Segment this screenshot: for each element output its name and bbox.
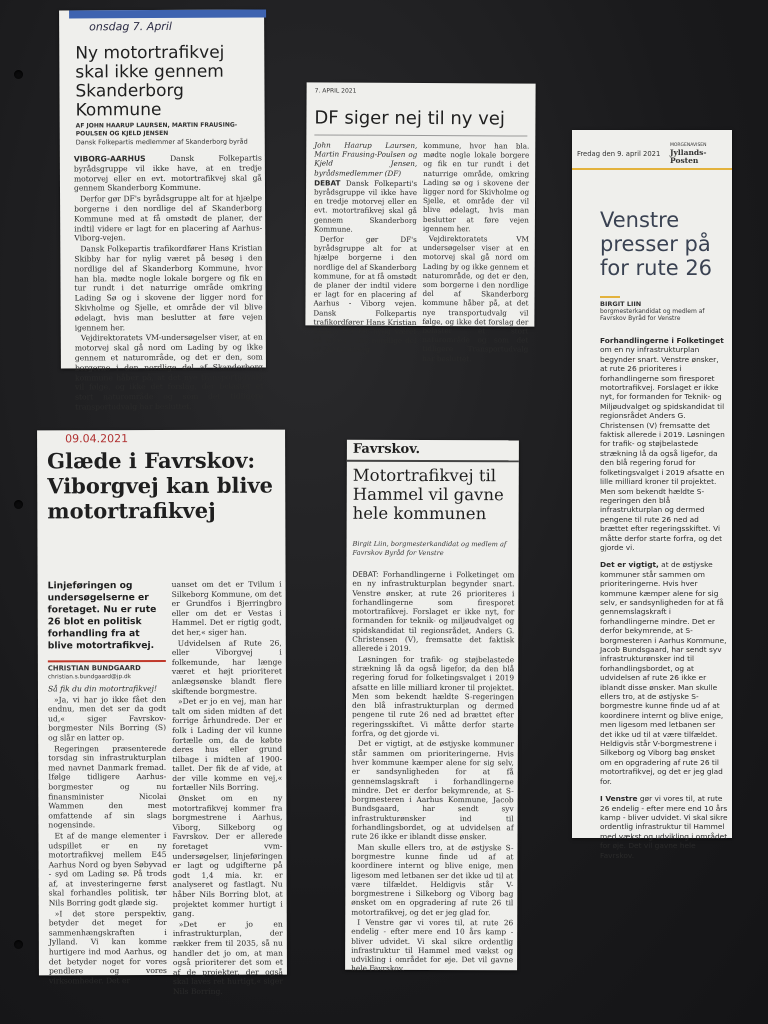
paragraph: Det er vigtigt, at de østjyske kommuner står sammen om prioriteringerne. Hvis hver kommune kæmper alene for sig selv, er sandsynligheden for at få gennemslagskraft i forhandlingerne mindre. Det er derfor bekymrende, at S-borgmesteren i Aarhus Kommune, Jacob Bundsgaard, har sendt syv infrastrukturønsker ind til forhandlingsbordet, og at udvidelsen af rute 26 ikke er iblandt disse ønsker. <box>351 739 514 842</box>
intro: Linjeføringen og undersøgelserne er foretaget. Nu er rute 26 blot en politisk forhandling fra at blive motortrafikvej. <box>47 580 157 652</box>
paragraph: gør vi vores til, at rute 26 endelig - efter mere end 10 års kamp - bliver udvidet. Vi skal sikre ordentlig infrastruktur til Hammel med vækst og udvikling i området for øje. Det vil gavne hele Favrskov. <box>600 794 728 860</box>
paragraph: »I det store perspektiv, betyder det meget for sammenhængskraften i Jylland. Vi kan komme hurtigere ind mod Aarhus, og det betyder noget for vores pendlere og vores virksomheder. Det er <box>48 908 167 986</box>
handwritten-date: 09.04.2021 <box>65 432 129 446</box>
author-role: borgmesterkandidat og medlem af Favrskov Byråd for Venstre <box>600 308 705 322</box>
headline: Glæde i Favrskov: Viborgvej kan blive motortrafikvej <box>47 447 274 524</box>
paragraph: Et af de mange elementer i udspillet er en ny motortrafikvej mellem E45 Aarhus Nord og byen Søbyvad - syd om Lading sø. På trods af, at investeringerne først skal forhandles politisk, tør Nils Borring godt glæde sig. <box>48 830 167 908</box>
article-body <box>73 153 264 412</box>
clipping-motortrafikvej-til-hammel <box>345 440 519 974</box>
paragraph: Forhandlingerne i Folketinget om en ny infrastrukturplan begynder snart. Venstre ønsker, at rute 26 prioriteres i forhandlingerne som firesporet motortrafikvej. Forslaget er ikke nyt, for formanden for teknik- og miljøudvalget og spidskandidat til regionsrådet, Anders G. Christensen (V), fremsatte det faktisk allerede i 2019. <box>352 569 515 654</box>
article-column-left <box>47 684 167 986</box>
divider <box>347 460 519 463</box>
paragraph: uanset om det er Tvilum i Silkeborg Kommune, om det er Grundfos i Bjerringbro eller om det er Vestas i Hammel. Det er rigtig godt, det her,« siger han. <box>171 579 282 637</box>
paragraph: Vejdirektoratets VM-undersøgelser viser, at en motorvej skal gå nord om Lading by og ikke gennem et naturområde, og det er den, som borgerne i den nordlige del af Skanderborg kommune håber på, at det nye transportudvalg vil følge, og ikke det forslag, der belaster et stort naturområde og som det tidligere transportudvalg har besluttet. <box>74 332 264 412</box>
authors: AF JOHN HAARUP LAURSEN, MARTIN FRAUSING-POULSEN OG KJELD JENSEN <box>75 121 238 138</box>
paragraph: Ønsket om en ny motortrafikvej kommer fra borgmestrene i Aarhus, Viborg, Silkeborg og Favrskov. Der er allerede foretaget vvm-undersøgelser, linjeføringen er lagt og udgifterne på godt 1,4 mia. kr. er analyseret og fastlagt. Nu håber Nils Borring blot, at projektet kommer hurtigt i gang. <box>172 793 283 919</box>
accent-rule <box>572 168 732 170</box>
clipping-glaede-i-favrskov <box>37 430 287 996</box>
masthead: Favrskov. <box>352 441 421 457</box>
paragraph: om en ny infrastrukturplan begynder snart. Venstre ønsker, at rute 26 prioriteres i forhandlingerne som firesporet motortrafikvej. Forslaget er ikke nyt, for formanden for Teknik- og Miljøudvalget og spidskandidat til regionsrådet Anders G. Christensen (V) fremsatte det faktisk allerede i 2019. Løsningen for trafik- og støjbelastede strækning lå da også ligefor, da den blå regering forud for folketingsvalget i 2019 afsatte en lille milliard kroner til projektet. Men som bekendt hældte S-regeringen den blå infrastrukturplan og dermed pengene til rute 26 ned ad brættet efter regeringsskiftet. Vi måtte derfor starte forfra, og det gjorde vi. <box>600 345 725 552</box>
author: CHRISTIAN BUNDGAARD <box>47 664 141 673</box>
paragraph: Dansk Folkeparti's byrådsgruppe vil ikke have en tredje motorvej eller en evt. motortrafikvej skal gå gennem Skanderborg Kommune. <box>313 178 418 234</box>
handwritten-date: onsdag 7. April <box>89 19 172 34</box>
paragraph: Derfor gør DF's byrådsgruppe alt for at hjælpe borgerne i den nordlige del af Skanderborg kommune, for at få omstødt de planer der indtil videre er lagt for en placering af Aarhus - Viborg vejen. Dansk Folkepartis trafikordfører Hans Kristian Skibby har for nylig været på besøg i den nordlige del af Skanderborg <box>313 234 417 355</box>
byline: Birgit Liin, borgmesterkandidat og medlem af Favrskov Byråd for Venstre <box>352 539 507 557</box>
divider <box>314 134 527 136</box>
paragraph: Løsningen for trafik- og støjbelastede strækning lå da også ligefor, da den blå regering forud for folketingsvalget i 2019 afsatte en lille milliard kroner til projektet. Men som bekendt hældte S-regeringen den blå infrastrukturplan og dermed pengene til rute 26 ned ad brættet efter regeringsskiftet. Vi måtte derfor starte forfra, og det gjorde vi. <box>351 654 515 739</box>
headline: Motortrafikvej til Hammel vil gavne hele kommunen <box>352 465 504 524</box>
author-email: christian.s.bundgaard@jp.dk <box>47 674 132 681</box>
date: Fredag den 9. april 2021 <box>577 150 661 158</box>
masthead: Jyllands-Posten <box>670 148 707 165</box>
article-body <box>600 336 728 860</box>
author: BIRGIT LIIN <box>600 300 642 308</box>
paragraph: »Ja, vi har jo ikke fået den endnu, men det ser da godt ud,« siger Favrskov-borgmester Nils Borring (S) og slår en latter op. <box>48 694 167 743</box>
paragraph: Derfor gør DF's byrådsgruppe alt for at hjælpe borgerne i den nordlige del af Skanderborg Kommune med at få omstødt de planer, der indtil videre er lagt for en placering af Aarhus-Viborg-vejen. <box>74 193 263 243</box>
debat-label: DEBAT <box>314 178 341 188</box>
author-role: Dansk Folkepartis medlemmer af Skanderborg byråd <box>75 137 248 147</box>
byline: John Haarup Laursen, Martin Frausing-Poulsen og Kjeld Jensen, byrådsmedlemmer (DF) <box>314 140 418 178</box>
article-body <box>351 569 515 974</box>
headline: Ny motortrafikvej skal ikke gennem Skanderborg Kommune <box>75 42 225 121</box>
clipping-skanderborg <box>59 9 266 412</box>
paragraph: at de østjyske kommuner står sammen om prioriteringerne. Hvis hver kommune kæmper alene for sig selv, er sandsynligheden for at få gennemslagskraft i forhandlingerne mindre. Det er derfor bekymrende, at S-borgmesteren i Aarhus Kommune, Jacob Bundsgaard, har sendt syv infrastrukturønsker ind til forhandlingsbordet, og at udvidelsen af rute 26 ikke er iblandt disse ønsker. Man skulle ellers tro, at de østjyske S-borgmestre kunne finde ud af at koordinere internt og blive enige, men ligesom med letbanen ser det ikke ud til at være tilfældet. Heldigvis står V-borgmestrene i Silkeborg og Viborg bag ønsket om en opgradering af rute 26 til motortrafikvej, og det er jeg glad for. <box>600 560 727 786</box>
paragraph: »Det er jo en vej, man har talt om siden midten af det forrige århundrede. Der er folk i Lading der vil kunne fortælle om, da de købte deres hus eller grund tilbage i midten af 1900-tallet. Der fik de af vide, at der ville komme en vej,« fortæller Nils Borring. <box>172 696 283 793</box>
paragraph: I Venstre gør vi vores til, at rute 26 endelig - efter mere end 10 års kamp - bliver udvidet. Vi skal sikre ordentlig infrastruktur til Hammel med vækst og udvikling i området for øje. Det vil gavne hele Favrskov. <box>351 917 514 974</box>
paragraph: kommune, hvor han bla. mødte nogle lokale borgere og fik en tur rundt i det naturrige område, omkring Lading sø og i skovene der ligger nord for Skivholme og Sjelle, et område der vil blive ødelagt, hvis man beslutter at føre vejen igennem her. <box>422 141 530 234</box>
dateline: VIBORG-AARHUS <box>73 154 146 164</box>
paragraph: Udvidelsen af Rute 26, eller Viborgvej i folkemunde, har længe været et højt prioriteret anlægsønske blandt flere skiftende borgmestre. <box>171 638 282 696</box>
top-color-strip <box>69 9 266 18</box>
article-column-left <box>313 140 418 355</box>
paragraph: Vejdirektoratets VM undersøgelser viser at en motorvej skal gå nord om Lading by og ikke gennem et naturområde, og det er den, som borgerne i den nordlige del af Skanderborg kommune håber på, at det nye transportudvalg vil følge, og ikke det forslag der belaster et stort naturområde og som det tidligere Transportudvalg har besluttet. <box>422 234 529 363</box>
lead-phrase: I Venstre <box>600 794 638 804</box>
debat-label: DEBAT: <box>352 569 379 579</box>
paragraph: Dansk Folkepartis trafikordfører Hans Kristian Skibby har for nylig været på besøg i den nordlige del af Skanderborg Kommune, hvor han bla. mødte nogle lokale borgere og fik en tur rundt i det naturrige område omkring Lading Sø og i skovene der ligger nord for Skivholme og Sjelle, et område der vil blive ødelagt, hvis man beslutter at føre vejen igennem her. <box>74 243 263 333</box>
clipping-df-siger-nej <box>305 82 535 363</box>
paragraph: »Det er jo en infrastrukturplan, der rækker frem til 2035, så nu handler det jo om, at man også prioriterer det som et af de projekter, der også skal laves ret hurtigt,« siger Nils Borring. <box>172 919 283 996</box>
lead-phrase: Det er vigtigt, <box>600 560 659 570</box>
article-column-right <box>422 141 530 363</box>
accent-rule <box>48 660 166 662</box>
accent-rule <box>600 296 620 298</box>
paragraph: Man skulle ellers tro, at de østjyske S-borgmestre kunne finde ud af at koordinere internt og blive enige, men ligesom med letbanen ser det ikke ud til at være tilfældet. Heldigvis står V-borgmestrene i Silkeborg og Viborg bag ønsket om en opgradering af rute 26 til motortrafikvej, og det er jeg glad for. <box>351 842 514 917</box>
headline: DF siger nej til ny vej <box>314 107 505 130</box>
binder-hole <box>14 940 23 949</box>
binder-hole <box>14 70 23 79</box>
binder-hole <box>14 500 23 509</box>
clipping-venstre-presser <box>572 130 732 860</box>
lead-phrase: Forhandlingerne i Folketinget <box>600 336 724 345</box>
headline: Venstre presser på for rute 26 <box>600 208 713 280</box>
article-column-right <box>171 579 283 996</box>
paragraph: Dansk Folkepartis byrådsgruppe vil ikke have, at en tredje motorvej eller en evt. motortrafikvej skal gå gennem Skanderborg Kommune. <box>73 153 262 193</box>
kicker: Så fik du din motortrafikvej! <box>47 684 158 694</box>
date: 7. APRIL 2021 <box>314 87 357 95</box>
masthead-small: MORGENAVISEN <box>670 143 707 148</box>
paragraph: Regeringen præsenterede torsdag sin infrastrukturplan med navnet Danmark fremad. Ifølge tidligere Aarhus-borgmester og nu finansminister Nicolai Wammen den mest omfattende af sin slags nogensinde. <box>48 743 167 830</box>
